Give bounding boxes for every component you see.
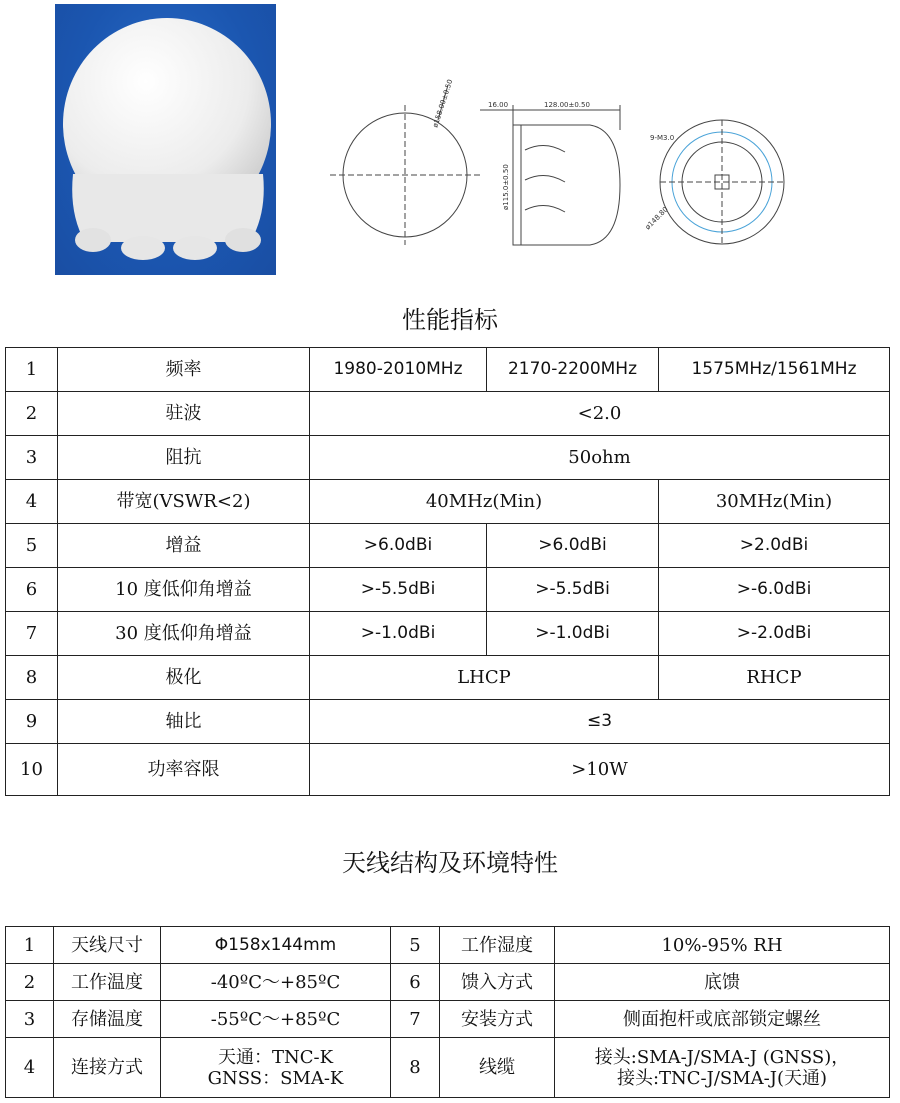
param-name: 驻波 — [58, 392, 310, 436]
technical-drawings — [330, 70, 790, 250]
row-number: 6 — [391, 964, 440, 1001]
cable-tiantong: 接头:TNC-J/SMA-J(天通) — [616, 1067, 828, 1089]
row-number: 4 — [6, 1038, 54, 1098]
param-value: >6.0dBi — [310, 524, 487, 568]
performance-table — [5, 347, 890, 796]
table-row — [6, 568, 890, 612]
param-value: 侧面抱杆或底部锁定螺丝 — [555, 1001, 890, 1038]
param-value: >6.0dBi — [487, 524, 659, 568]
param-value: 40MHz(Min) — [310, 480, 659, 524]
performance-title: 性能指标 — [402, 306, 498, 334]
table-row — [6, 964, 890, 1001]
environment-title: 天线结构及环境特性 — [342, 849, 558, 877]
row-number: 3 — [6, 1001, 54, 1038]
param-value: Φ158x144mm — [161, 927, 391, 964]
param-value: 2170-2200MHz — [487, 348, 659, 392]
param-name: 频率 — [58, 348, 310, 392]
param-name: 10 度低仰角增益 — [58, 568, 310, 612]
row-number: 8 — [6, 656, 58, 700]
param-value: RHCP — [659, 656, 890, 700]
dimension-label-115: ø115.0±0.50 — [502, 164, 510, 210]
table-row — [6, 927, 890, 964]
table-row — [6, 612, 890, 656]
param-value: >10W — [310, 744, 890, 796]
param-name: 工作温度 — [54, 964, 161, 1001]
param-value: >-6.0dBi — [659, 568, 890, 612]
param-value: ≤3 — [310, 700, 890, 744]
diameter-label-1: ø158.00±0.50 — [431, 78, 455, 129]
row-number: 10 — [6, 744, 58, 796]
param-name: 阻抗 — [58, 436, 310, 480]
holes-label: 9-M3.0 — [650, 134, 675, 142]
connector-tiantong: 天通：TNC-K — [217, 1046, 334, 1068]
bottom-view-drawing — [660, 120, 784, 244]
param-value: LHCP — [310, 656, 659, 700]
table-row — [6, 436, 890, 480]
table-row — [6, 392, 890, 436]
param-value: >-5.5dBi — [310, 568, 487, 612]
param-value: <2.0 — [310, 392, 890, 436]
table-row — [6, 700, 890, 744]
antenna-dome-illustration — [55, 4, 276, 275]
param-name: 增益 — [58, 524, 310, 568]
param-value: >2.0dBi — [659, 524, 890, 568]
row-number: 9 — [6, 700, 58, 744]
cable-gnss: 接头:SMA-J/SMA-J (GNSS)， — [594, 1046, 850, 1068]
dimension-label-16: 16.00 — [488, 101, 509, 109]
table-row — [6, 348, 890, 392]
param-name: 功率容限 — [58, 744, 310, 796]
diameter-label-2: ø148.80 — [643, 205, 670, 232]
table-row — [6, 1038, 890, 1098]
top-view-drawing — [330, 85, 480, 245]
param-value — [161, 1038, 391, 1098]
param-name: 轴比 — [58, 700, 310, 744]
param-value: >-1.0dBi — [487, 612, 659, 656]
param-value: >-1.0dBi — [310, 612, 487, 656]
row-number: 5 — [391, 927, 440, 964]
table-row — [6, 1001, 890, 1038]
row-number: 4 — [6, 480, 58, 524]
row-number: 7 — [391, 1001, 440, 1038]
row-number: 1 — [6, 348, 58, 392]
param-name: 带宽(VSWR<2) — [58, 480, 310, 524]
param-name: 天线尺寸 — [54, 927, 161, 964]
antenna-photo — [55, 4, 276, 275]
row-number: 3 — [6, 436, 58, 480]
row-number: 8 — [391, 1038, 440, 1098]
param-name: 安装方式 — [440, 1001, 555, 1038]
table-row — [6, 744, 890, 796]
row-number: 7 — [6, 612, 58, 656]
param-value: 30MHz(Min) — [659, 480, 890, 524]
param-value: 10%-95% RH — [555, 927, 890, 964]
dimension-label-128: 128.00±0.50 — [544, 101, 590, 109]
param-value: 1575MHz/1561MHz — [659, 348, 890, 392]
param-name: 馈入方式 — [440, 964, 555, 1001]
table-row — [6, 480, 890, 524]
param-name: 30 度低仰角增益 — [58, 612, 310, 656]
environment-table — [5, 926, 890, 1098]
param-value: >-5.5dBi — [487, 568, 659, 612]
param-value: -55ºC～+85ºC — [161, 1001, 391, 1038]
param-value: 1980-2010MHz — [310, 348, 487, 392]
side-view-drawing — [480, 105, 620, 245]
param-value: 底馈 — [555, 964, 890, 1001]
row-number: 5 — [6, 524, 58, 568]
param-value: >-2.0dBi — [659, 612, 890, 656]
row-number: 2 — [6, 392, 58, 436]
table-row — [6, 524, 890, 568]
row-number: 6 — [6, 568, 58, 612]
param-value: -40ºC～+85ºC — [161, 964, 391, 1001]
table-row — [6, 656, 890, 700]
connector-gnss: GNSS：SMA-K — [207, 1067, 344, 1089]
param-name: 极化 — [58, 656, 310, 700]
param-name: 线缆 — [440, 1038, 555, 1098]
param-name: 存储温度 — [54, 1001, 161, 1038]
param-name: 连接方式 — [54, 1038, 161, 1098]
param-value — [555, 1038, 890, 1098]
param-name: 工作湿度 — [440, 927, 555, 964]
param-value: 50ohm — [310, 436, 890, 480]
row-number: 2 — [6, 964, 54, 1001]
row-number: 1 — [6, 927, 54, 964]
